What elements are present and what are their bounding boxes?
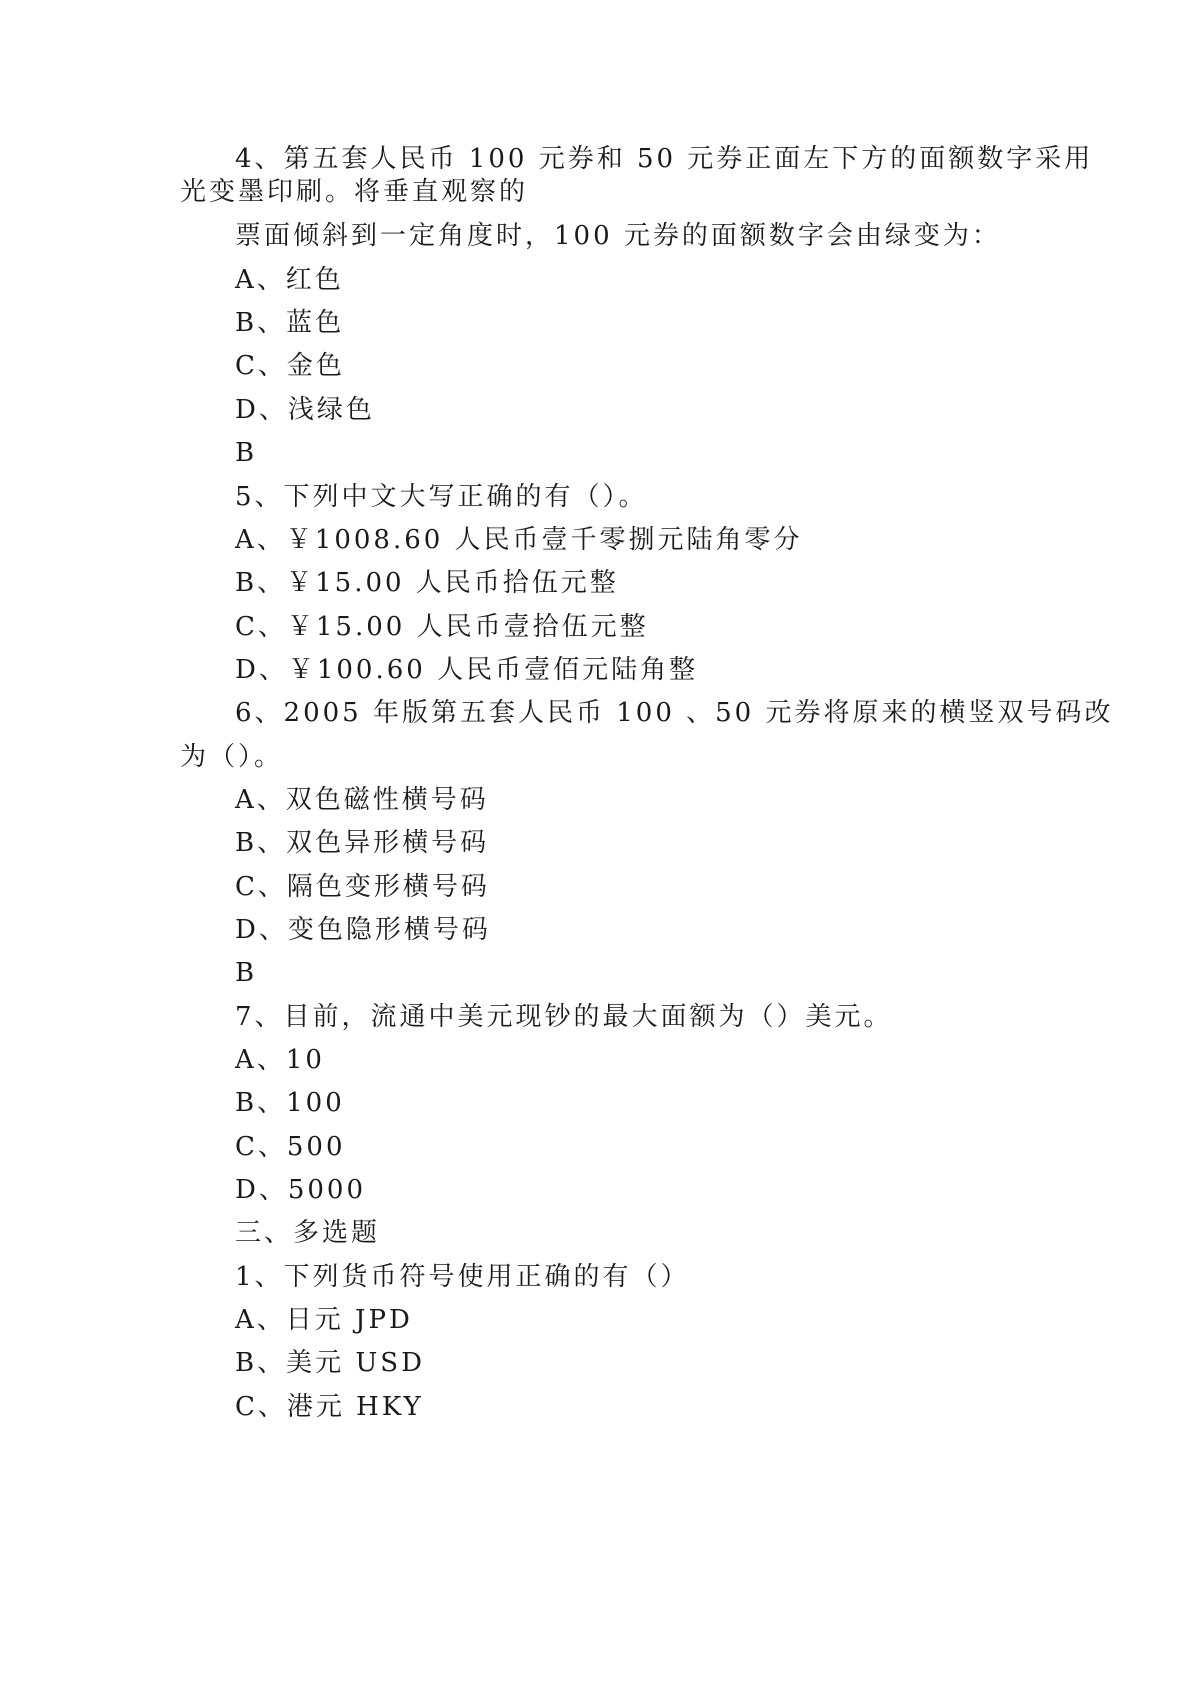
- question-6-text-line-2: 为（）。: [180, 742, 284, 772]
- question-4-option-c: C、金色: [235, 351, 345, 381]
- section-heading-multiple-choice: 三、多选题: [235, 1218, 381, 1248]
- question-5-option-d: D、￥100.60 人民币壹佰元陆角整: [235, 655, 699, 685]
- question-4-text-line-3: 票面倾斜到一定角度时，100 元券的面额数字会由绿变为：: [235, 221, 1001, 251]
- question-6-option-a: A、双色磁性横号码: [235, 785, 489, 815]
- question-6-option-c: C、隔色变形横号码: [235, 872, 490, 902]
- mc-question-1-option-c: C、港元 HKY: [235, 1392, 424, 1422]
- question-4-option-a: A、红色: [235, 265, 344, 295]
- question-4-option-d: D、浅绿色: [235, 395, 375, 425]
- question-5-option-c: C、￥15.00 人民币壹拾伍元整: [235, 612, 649, 642]
- question-6-text-line-1: 6、2005 年版第五套人民币 100 、50 元券将原来的横竖双号码改: [235, 698, 1114, 728]
- question-5-option-b: B、￥15.00 人民币拾伍元整: [235, 568, 619, 598]
- question-7-option-a: A、10: [235, 1045, 325, 1075]
- question-4-text-line-1: 4、第五套人民币 100 元券和 50 元券正面左下方的面额数字采用: [235, 144, 1094, 174]
- question-5-option-a: A、￥1008.60 人民币壹千零捌元陆角零分: [235, 525, 803, 555]
- mc-question-1-option-a: A、日元 JPD: [235, 1305, 413, 1335]
- question-4-option-b: B、蓝色: [235, 308, 345, 338]
- question-6-answer: B: [235, 958, 258, 988]
- question-4-answer: B: [235, 438, 258, 468]
- question-5-text: 5、下列中文大写正确的有（）。: [235, 482, 648, 512]
- question-6-option-d: D、变色隐形横号码: [235, 915, 491, 945]
- question-7-option-b: B、100: [235, 1088, 345, 1118]
- question-7-text: 7、目前，流通中美元现钞的最大面额为（）美元。: [235, 1002, 893, 1032]
- question-6-option-b: B、双色异形横号码: [235, 828, 490, 858]
- question-4-text-line-2: 光变墨印刷。将垂直观察的: [180, 177, 529, 207]
- mc-question-1-text: 1、下列货币符号使用正确的有（）: [235, 1262, 690, 1292]
- mc-question-1-option-b: B、美元 USD: [235, 1348, 425, 1378]
- question-7-option-d: D、5000: [235, 1175, 367, 1205]
- question-7-option-c: C、500: [235, 1132, 346, 1162]
